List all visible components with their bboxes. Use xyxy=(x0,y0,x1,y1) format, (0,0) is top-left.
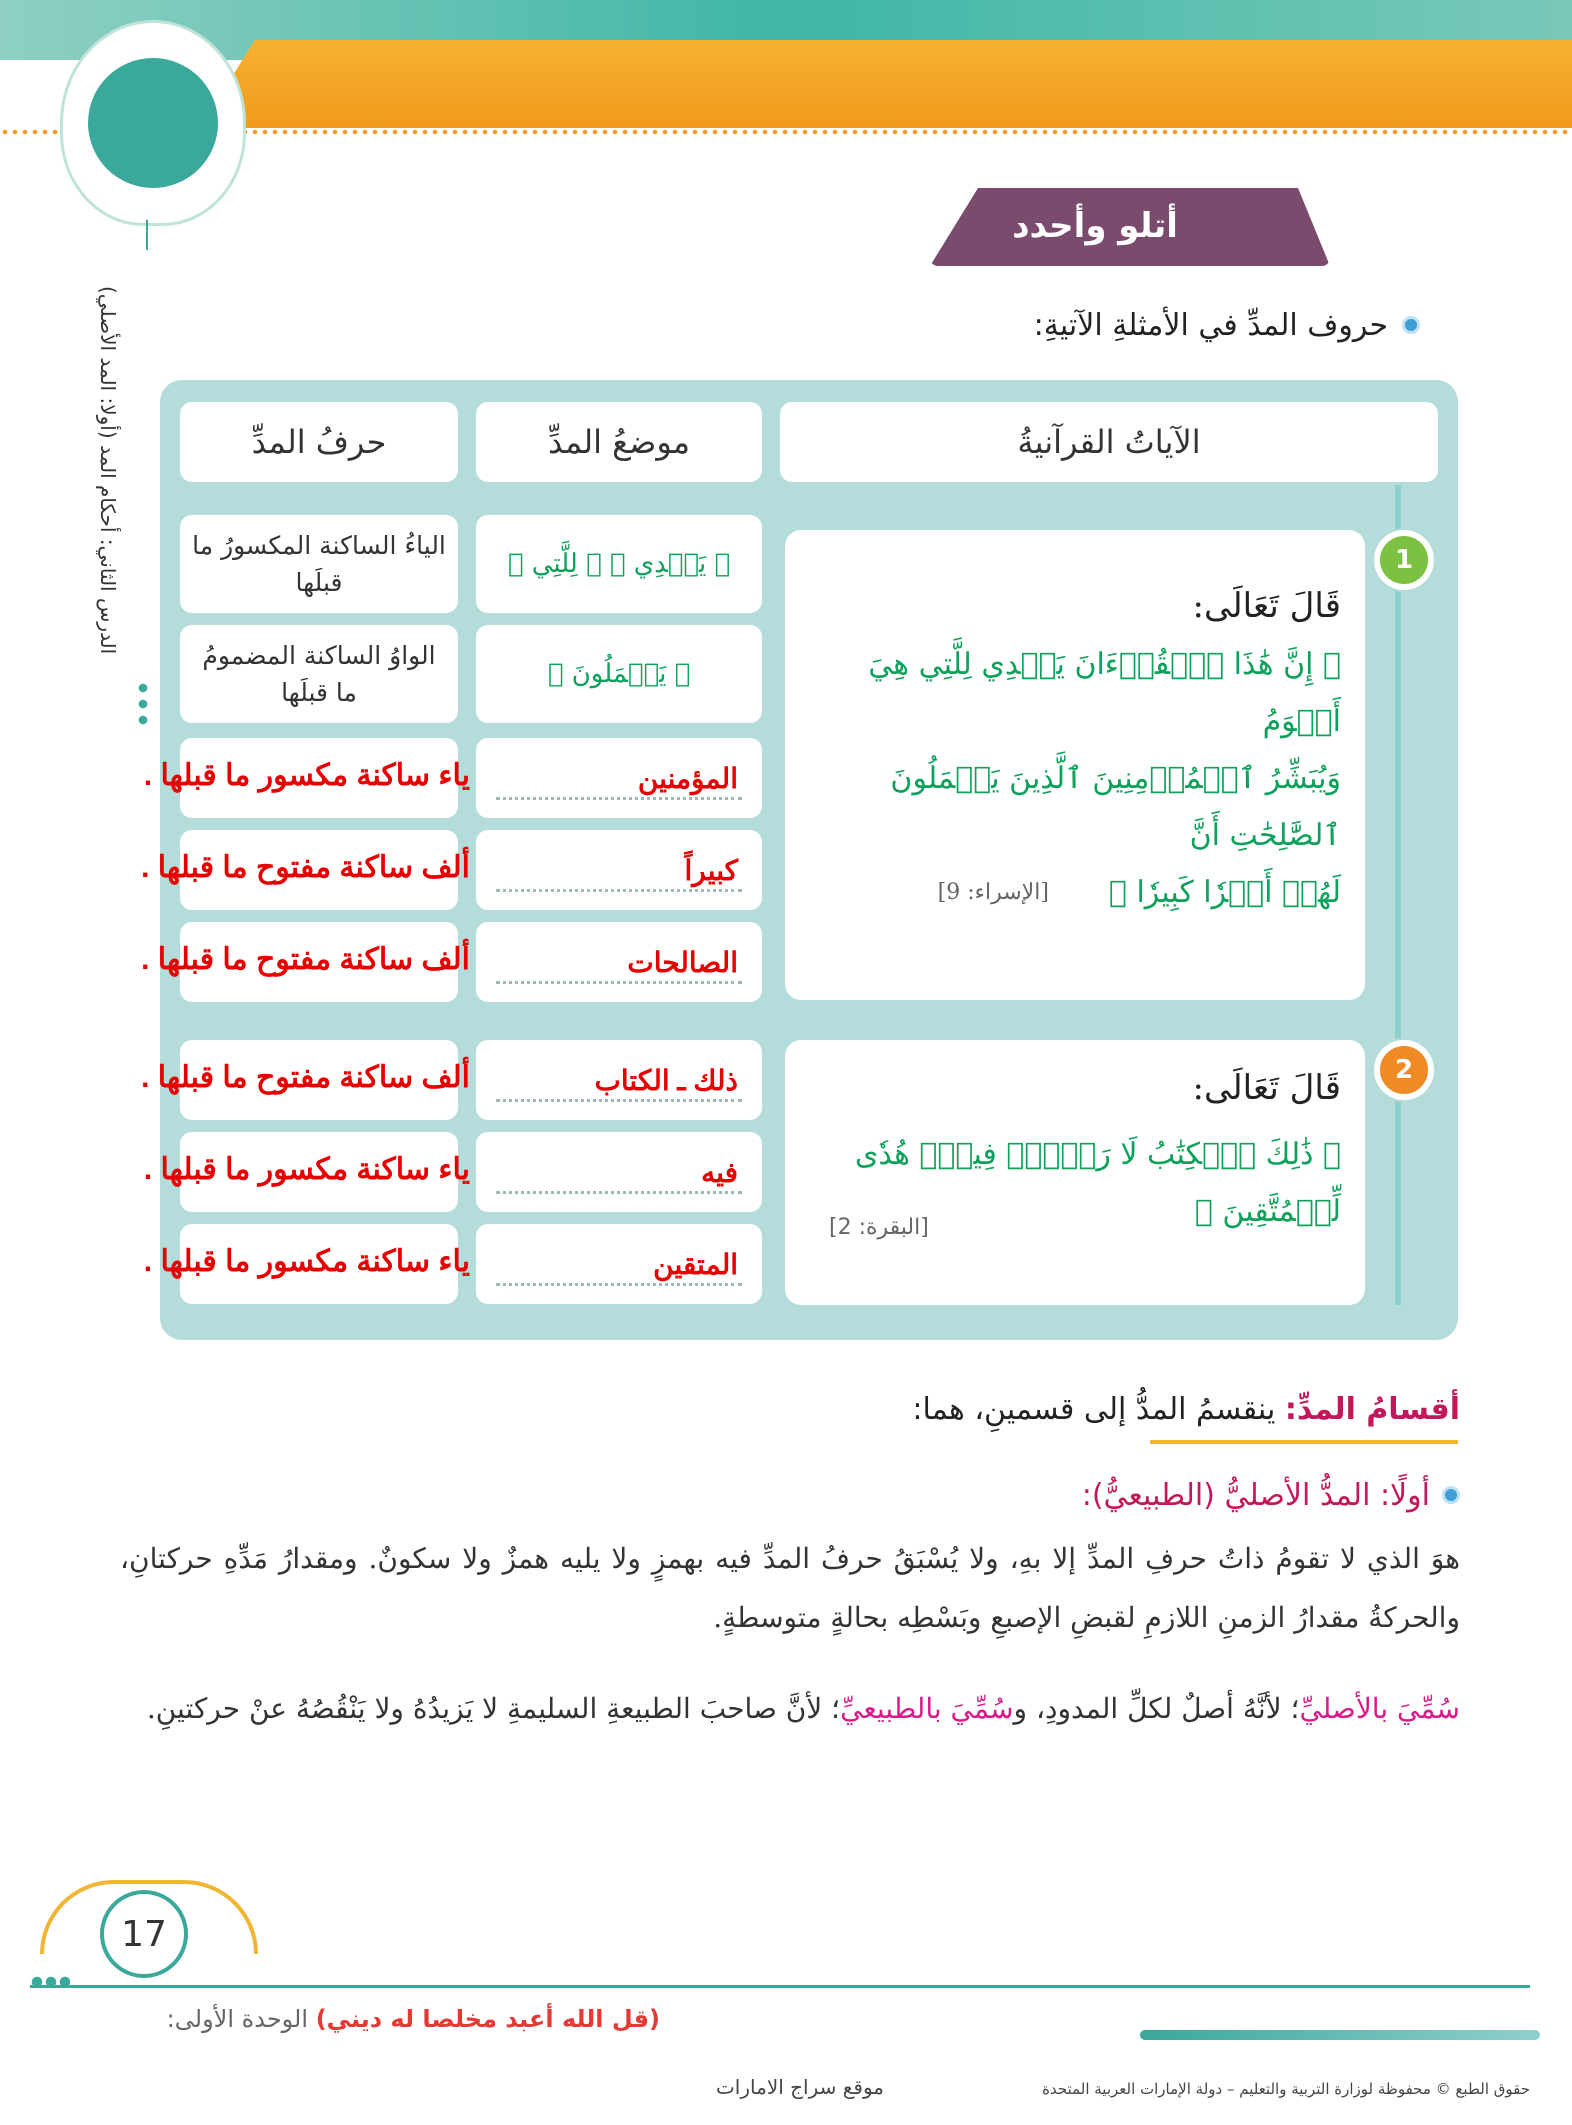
header-verses: الآياتُ القرآنيةُ xyxy=(780,402,1438,482)
header-letter: حرفُ المدِّ xyxy=(180,402,458,482)
example-1-box xyxy=(785,530,1365,1000)
answer-position-cell[interactable] xyxy=(476,922,762,1002)
section-banner-title: أتلو وأحدد xyxy=(1012,206,1178,246)
unit-title: (قل الله أعبد مخلصا له ديني) xyxy=(315,2005,660,2033)
verse-line-end: لَهُمۡ أَجۡرٗا كَبِيرٗا ﴾ xyxy=(1108,875,1341,910)
answer-position: الصالحات xyxy=(627,946,738,978)
aqsam-line xyxy=(900,1392,1460,1442)
position-cell: ﴿ يَعۡمَلُونَ ﴾ xyxy=(476,625,762,723)
answer-letter: ألف ساكنة مفتوح ما قبلها . xyxy=(141,1061,470,1094)
unit-title-line xyxy=(20,2005,660,2045)
answer-letter: ياء ساكنة مكسور ما قبلها . xyxy=(143,759,470,792)
naming-term-1: سُمِّيَ بالأصليِّ xyxy=(1299,1692,1460,1725)
quran-badge-icon xyxy=(60,20,246,226)
awwalan-title: أولًا: المدُّ الأصليُّ (الطبيعيُّ): xyxy=(1081,1477,1430,1513)
side-dots xyxy=(133,680,153,730)
answer-position-cell[interactable] xyxy=(476,1132,762,1212)
example-2-number: 2 xyxy=(1374,1040,1434,1100)
open-book-icon xyxy=(88,58,218,188)
example-1-verse xyxy=(801,636,1341,921)
verse-line: وَيُبَشِّرُ ٱلۡمُؤۡمِنِينَ ٱلَّذِينَ يَعۡمَلُونَ ٱلصَّٰلِحَٰتِ أَنَّ xyxy=(890,761,1341,853)
header-position: موضعُ المدِّ xyxy=(476,402,762,482)
naming-text-1: ؛ لأنَّهُ أصلٌ لكلِّ المدودِ، و xyxy=(1013,1692,1300,1725)
example-2-ref: [البقرة: 2] xyxy=(829,1215,929,1240)
page-number: 17 xyxy=(100,1890,188,1978)
example-2-qaal: قَالَ تَعَالَى: xyxy=(1192,1068,1341,1108)
awwalan-line xyxy=(940,1470,1460,1520)
answer-letter: ياء ساكنة مكسور ما قبلها . xyxy=(143,1245,470,1278)
definition-paragraph: هوَ الذي لا تقومُ ذاتُ حرفِ المدِّ إلا بهِ، ولا يُسْبَقُ حرفُ المدِّ فيه بهمزٍ ولا يليه همزٌ ولا سكونٌ. ومقدارُ مَدِّهِ حركتانِ، والحركةُ مقدارُ الزمنِ اللازمِ لقبضِ الإصبعِ وبَسْطِه بحالةٍ متوسطةٍ. xyxy=(120,1542,1460,1634)
example-2-verse: ﴿ ذَٰلِكَ ٱلۡكِتَٰبُ لَا رَيۡبَۛ فِيهِۛ هُدٗى لِّلۡمُتَّقِينَ ﴾ xyxy=(854,1137,1341,1229)
answer-position-cell[interactable] xyxy=(476,830,762,910)
answer-position-cell[interactable] xyxy=(476,1040,762,1120)
aqsam-underline xyxy=(1150,1440,1458,1444)
example-2-box xyxy=(785,1040,1365,1305)
answer-letter: ألف ساكنة مفتوح ما قبلها . xyxy=(141,851,470,884)
top-band-accent xyxy=(200,40,1572,128)
aqsam-text: ينقسمُ المدُّ إلى قسمينِ، هما: xyxy=(912,1392,1285,1427)
example-1-ref: [الإسراء: 9] xyxy=(937,879,1049,905)
answer-position-cell[interactable] xyxy=(476,738,762,818)
dotted-line xyxy=(496,981,742,984)
example-1-number: 1 xyxy=(1374,530,1434,590)
answer-position: ذلك ـ الكتاب xyxy=(594,1064,738,1096)
answer-letter: ياء ساكنة مكسور ما قبلها . xyxy=(143,1153,470,1186)
letter-cell: الواوُ الساكنة المضمومُ ما قبلَها xyxy=(180,625,458,723)
copyright: حقوق الطبع © محفوظة لوزارة التربية والتعليم – دولة الإمارات العربية المتحدة xyxy=(1042,2080,1530,2098)
footer-rule xyxy=(30,1985,1530,1988)
aqsam-title: أقسامُ المدِّ: xyxy=(1284,1392,1460,1427)
intro-text: حروف المدِّ في الأمثلةِ الآتيةِ: xyxy=(1033,307,1388,343)
site-name: موقع سراج الامارات xyxy=(715,2075,885,2099)
answer-position: المؤمنين xyxy=(637,762,738,794)
lesson-side-title: الدرس الثاني: أحكام المد (أولا: المد الأصلي) xyxy=(96,285,120,655)
badge-divider xyxy=(146,220,148,250)
answer-position: فيه xyxy=(701,1156,738,1188)
intro-line xyxy=(860,300,1420,350)
naming-term-2: سُمِّيَ بالطبيعيِّ xyxy=(840,1692,1014,1725)
answer-position-cell[interactable] xyxy=(476,1224,762,1304)
naming-text-2: ؛ لأنَّ صاحبَ الطبيعةِ السليمةِ لا يَزيدُهُ ولا يَنْقُصُهُ عنْ حركتينِ. xyxy=(146,1692,841,1725)
footer-bar xyxy=(1140,2030,1540,2040)
dotted-line xyxy=(496,1099,742,1102)
dotted-line xyxy=(496,889,742,892)
letter-cell: الياءُ الساكنة المكسورُ ما قبلَها xyxy=(180,515,458,613)
dotted-line xyxy=(496,1283,742,1286)
answer-position: كبيراً xyxy=(684,854,738,886)
answer-position: المتقين xyxy=(653,1248,738,1280)
dotted-line xyxy=(496,1191,742,1194)
unit-label: الوحدة الأولى: xyxy=(166,2005,309,2033)
dotted-line xyxy=(496,797,742,800)
bullet-icon xyxy=(1442,1486,1460,1504)
timeline-line xyxy=(1395,485,1401,1305)
naming-paragraph xyxy=(120,1680,1460,1739)
example-1-qaal: قَالَ تَعَالَى: xyxy=(1192,586,1341,626)
position-cell: ﴿ يَهۡدِي ﴾ ﴿ لِلَّتِي ﴾ xyxy=(476,515,762,613)
bullet-icon xyxy=(1402,316,1420,334)
verse-line: ﴿ إِنَّ هَٰذَا ٱلۡقُرۡءَانَ يَهۡدِي لِلَّتِي هِيَ أَقۡوَمُ xyxy=(868,647,1341,739)
answer-letter: ألف ساكنة مفتوح ما قبلها . xyxy=(141,943,470,976)
verse-line xyxy=(801,864,1341,921)
